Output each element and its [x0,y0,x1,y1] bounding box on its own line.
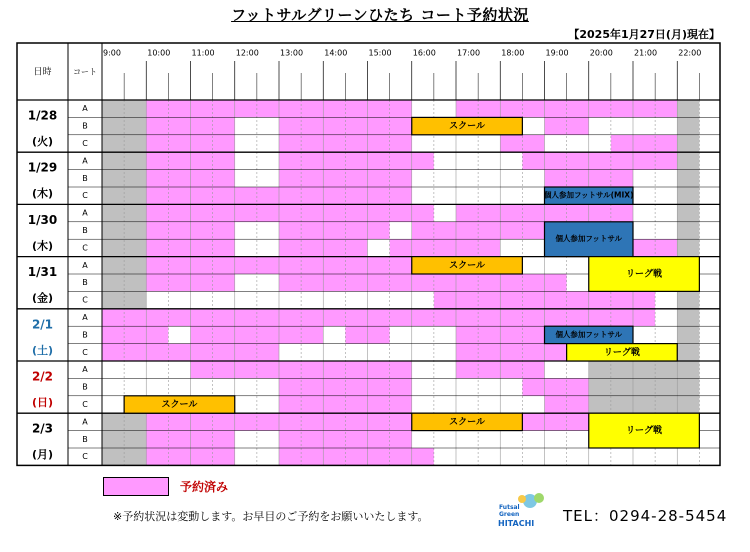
court-letter: C [82,191,88,201]
day-date: 1/30 [27,212,58,227]
closed-block [677,135,699,152]
telephone-number: TEL：0294-28-5454 [563,507,728,525]
logo-hitachi: HITACHI [498,519,535,528]
day-of-week: (日) [31,396,54,409]
day-date: 2/3 [31,421,54,436]
closed-block [677,204,699,221]
closed-block [677,344,699,361]
booked-block [279,222,390,239]
hour-label: 20:00 [589,48,613,58]
event-label: 個人参加フットサル [555,329,623,339]
closed-block [589,361,700,378]
hour-label: 12:00 [235,48,259,58]
day-date: 2/2 [31,369,54,384]
hour-label: 10:00 [147,48,171,58]
booked-block [456,344,567,361]
court-letter: C [82,452,88,462]
note-text: ※予約状況は変動します。お早目のご予約をお願いいたします。 [113,510,429,523]
closed-block [677,309,699,326]
court-letter: A [82,104,88,114]
booked-block [522,413,588,430]
header-court: コート [73,67,97,77]
hour-label: 17:00 [457,48,481,58]
hour-label: 18:00 [501,48,525,58]
booked-block [146,204,434,221]
court-letter: B [82,278,88,288]
court-letter: B [82,121,88,131]
day-of-week: (金) [31,291,54,305]
court-letter: C [82,243,88,253]
court-letter: A [82,208,88,218]
header-date: 日時 [33,67,52,78]
day-date: 1/31 [27,265,58,280]
day-date: 2/1 [31,317,54,332]
hour-label: 16:00 [412,48,436,58]
booked-block [279,274,567,291]
event-label: リーグ戦 [626,426,663,437]
court-letter: B [82,434,88,444]
day-date: 1/28 [27,108,58,123]
event-label: 個人参加フットサル [555,234,623,244]
event-label: スクール [449,417,485,428]
event-label: スクール [449,260,485,271]
hour-label: 21:00 [634,48,658,58]
day-of-week: (木) [31,187,54,201]
court-letter: C [82,347,88,357]
closed-block [677,170,699,187]
closed-block [677,326,699,343]
hour-label: 22:00 [678,48,702,58]
court-letter: C [82,139,88,148]
event-label: リーグ戦 [603,347,640,358]
day-of-week: (月) [31,448,54,462]
hour-label: 11:00 [191,48,215,58]
day-of-week: (土) [31,343,54,357]
court-letter: A [82,417,88,427]
court-letter: A [82,260,88,270]
event-label: 個人参加フットサル(MIX) [544,190,634,200]
court-letter: A [82,365,88,375]
booked-block [102,326,168,343]
logo-text: Futsal Green [499,504,520,518]
court-letter: B [82,382,88,392]
court-letter: B [82,173,88,183]
day-of-week: (火) [31,135,54,148]
hour-label: 15:00 [368,48,392,58]
booked-block [522,378,588,395]
court-letter: C [82,400,88,409]
hour-label: 13:00 [280,48,304,58]
legend-swatch-booked [103,477,169,496]
hour-label: 14:00 [324,48,348,58]
hour-label: 19:00 [545,48,569,58]
closed-block [677,291,699,308]
court-letter: A [82,156,88,166]
hour-label: 9:00 [103,48,121,58]
booked-block [390,239,501,256]
court-letter: A [82,313,88,322]
closed-block [677,239,699,256]
closed-block [677,117,699,134]
court-letter: B [82,226,88,235]
event-label: スクール [449,121,485,132]
event-label: スクール [161,400,198,410]
booked-block [279,448,434,465]
day-of-week: (木) [31,239,54,253]
closed-block [677,152,699,169]
closed-block [589,378,700,395]
booked-block [522,152,677,169]
legend-label: 予約済み [180,480,229,494]
closed-block [677,187,699,204]
day-date: 1/29 [27,160,58,175]
booked-block [279,152,434,169]
court-letter: C [82,295,88,305]
booked-block [611,135,677,152]
court-letter: B [82,330,88,340]
event-label: リーグ戦 [626,269,663,280]
as-of-date: 【2025年1月27日(月)現在】 [568,28,720,41]
booked-block [102,309,655,326]
closed-block [677,100,699,117]
closed-block [589,396,700,413]
closed-block [677,222,699,239]
page-title: フットサルグリーンひたち コート予約状況 [231,6,529,24]
